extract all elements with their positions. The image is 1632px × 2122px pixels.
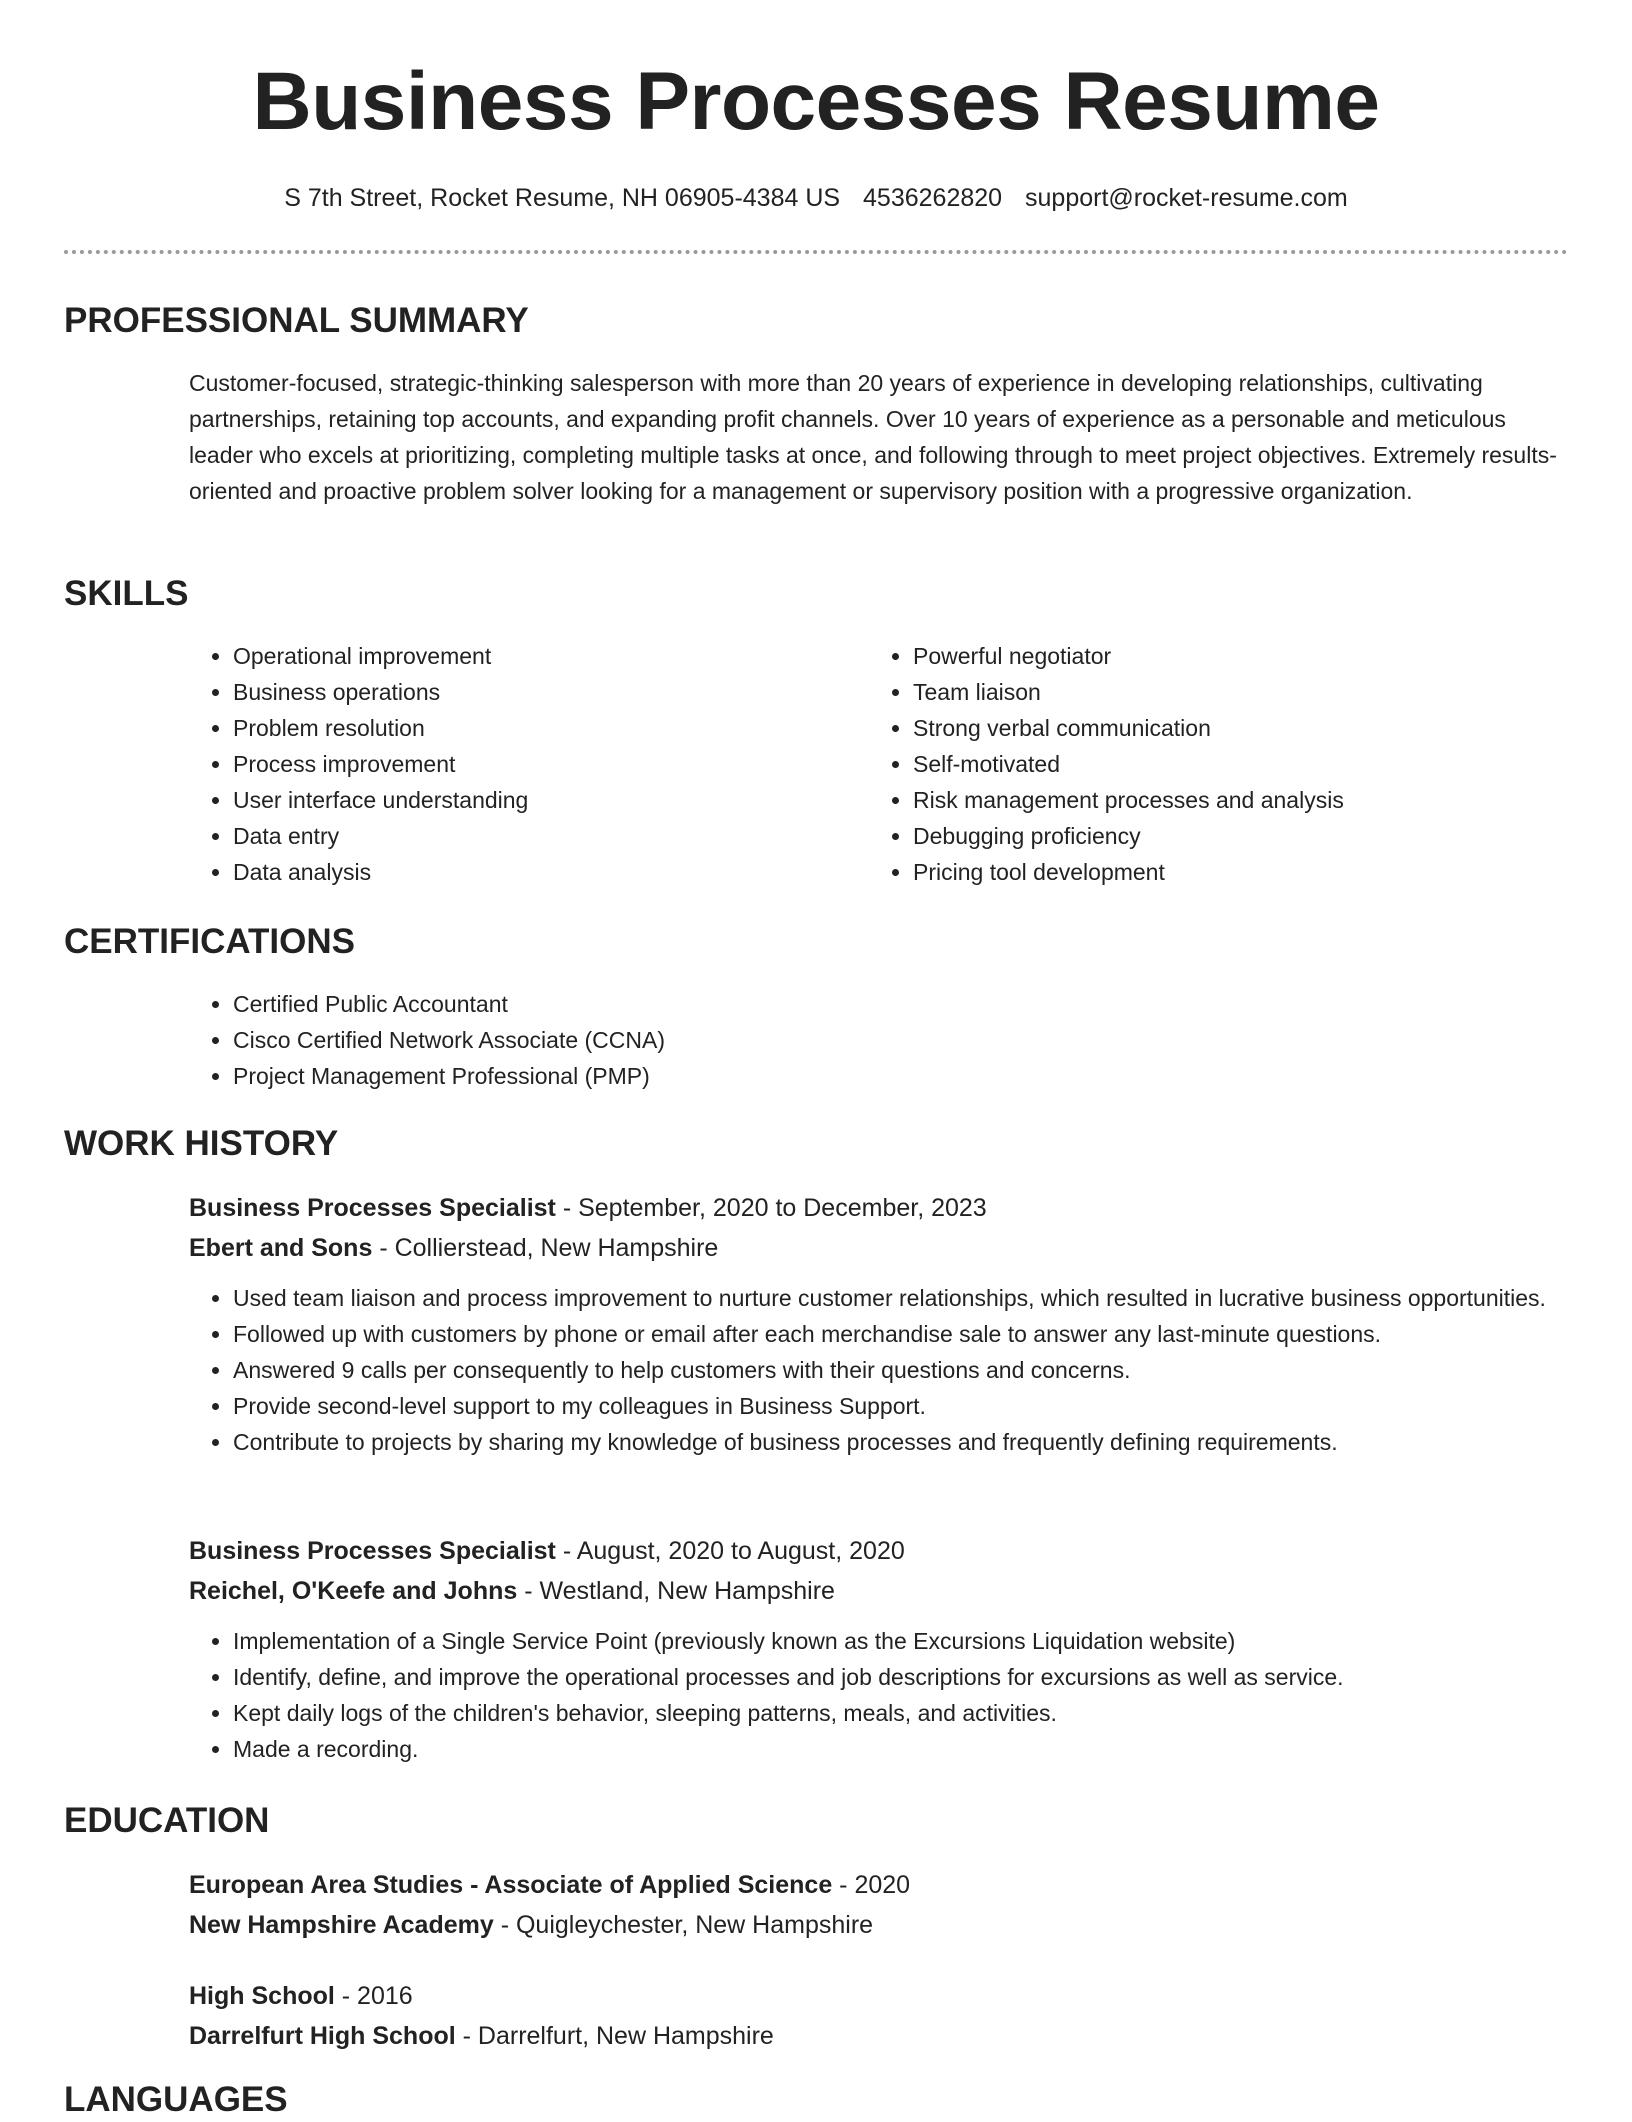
certifications-list [189,986,1089,1094]
skill-item: • Operational improvement [233,638,829,674]
job-title-line [189,1531,1569,1571]
job-location: - Westland, New Hampshire [517,1577,835,1605]
education-location: - Darrelfurt, New Hampshire [455,2022,774,2050]
education-entry [189,1976,1569,2056]
work-history-heading: WORK HISTORY [64,1124,339,1163]
job-bullet: • Provide second-level support to my colleagues in Business Support. [233,1388,1569,1424]
skill-item: • Risk management processes and analysis [913,782,1569,818]
education-year: - 2016 [334,1982,413,2010]
skill-item: • Business operations [233,674,829,710]
job-bullet: • Followed up with customers by phone or email after each merchandise sale to answer any last-minute questions. [233,1316,1569,1352]
skill-item: • Data entry [233,818,829,854]
skills-list-left [189,638,829,890]
job-dates: - August, 2020 to August, 2020 [555,1537,905,1565]
contact-line [0,180,1632,216]
skill-item: • User interface understanding [233,782,829,818]
education-degree-line [189,1976,1569,2016]
job-title-line [189,1188,1569,1228]
job-bullet: • Kept daily logs of the children's behavior, sleeping patterns, meals, and activities. [233,1695,1569,1731]
education-degree: European Area Studies - Associate of Applied Science [189,1871,833,1899]
header-divider [64,250,1568,254]
job-title: Business Processes Specialist [189,1537,556,1565]
skill-item: • Process improvement [233,746,829,782]
skill-item: • Team liaison [913,674,1569,710]
skill-item: • Strong verbal communication [913,710,1569,746]
job-bullet: • Implementation of a Single Service Point (previously known as the Excursions Liquidation website) [233,1623,1569,1659]
education-entry [189,1865,1569,1945]
job-bullet: • Answered 9 calls per consequently to help customers with their questions and concerns. [233,1352,1569,1388]
job-title: Business Processes Specialist [189,1194,556,1222]
job-location: - Collierstead, New Hampshire [372,1234,719,1262]
education-heading: EDUCATION [64,1801,270,1840]
job-company-line [189,1228,1569,1268]
education-school-line [189,2016,1569,2056]
contact-address: S 7th Street, Rocket Resume, NH 06905-4384 US [284,184,841,212]
job-entry [189,1188,1569,1460]
job-company: Ebert and Sons [189,1234,373,1262]
contact-phone: 4536262820 [863,184,1003,212]
education-school: New Hampshire Academy [189,1911,494,1939]
education-degree-line [189,1865,1569,1905]
certification-item: • Certified Public Accountant [233,986,1089,1022]
certification-item: • Cisco Certified Network Associate (CCNA) [233,1022,1089,1058]
skill-item: • Debugging proficiency [913,818,1569,854]
education-location: - Quigleychester, New Hampshire [493,1911,874,1939]
job-bullet: • Identify, define, and improve the operational processes and job descriptions for excursions as well as service. [233,1659,1569,1695]
skill-item: • Powerful negotiator [913,638,1569,674]
certification-item: • Project Management Professional (PMP) [233,1058,1089,1094]
job-bullet: • Contribute to projects by sharing my knowledge of business processes and frequently defining requirements. [233,1424,1569,1460]
job-bullets [189,1623,1569,1767]
certifications-heading: CERTIFICATIONS [64,922,356,961]
skills-heading: SKILLS [64,574,189,613]
skills-list-right [869,638,1569,890]
education-school-line [189,1905,1569,1945]
certifications-block [189,986,1089,1094]
job-entry [189,1531,1569,1767]
job-bullets [189,1280,1569,1460]
summary-heading: PROFESSIONAL SUMMARY [64,301,529,340]
skill-item: • Self-motivated [913,746,1569,782]
summary-text: Customer-focused, strategic-thinking salesperson with more than 20 years of experience in developing relationships, cultivating partnerships, retaining top accounts, and expanding profit channels. Over 10 years of experience as a personable and meticulous leader who excels at prioritizing, completing multiple tasks at once, and following through to meet project objectives. Extremely results-oriented and proactive problem solver looking for a management or supervisory position with a progressive organization. [189,370,1557,504]
education-degree: High School [189,1982,335,2010]
skill-item: • Pricing tool development [913,854,1569,890]
resume-title: Business Processes Resume [252,56,1380,147]
skills-column-right [869,638,1569,890]
skill-item: • Problem resolution [233,710,829,746]
job-dates: - September, 2020 to December, 2023 [555,1194,987,1222]
skills-column-left [189,638,829,890]
job-company-line [189,1571,1569,1611]
job-company: Reichel, O'Keefe and Johns [189,1577,518,1605]
education-school: Darrelfurt High School [189,2022,456,2050]
contact-email: support@rocket-resume.com [1025,184,1348,212]
education-year: - 2020 [832,1871,911,1899]
languages-heading: LANGUAGES [64,2080,288,2119]
job-bullet: • Used team liaison and process improvement to nurture customer relationships, which resulted in lucrative business opportunities. [233,1280,1569,1316]
job-bullet: • Made a recording. [233,1731,1569,1767]
skill-item: • Data analysis [233,854,829,890]
